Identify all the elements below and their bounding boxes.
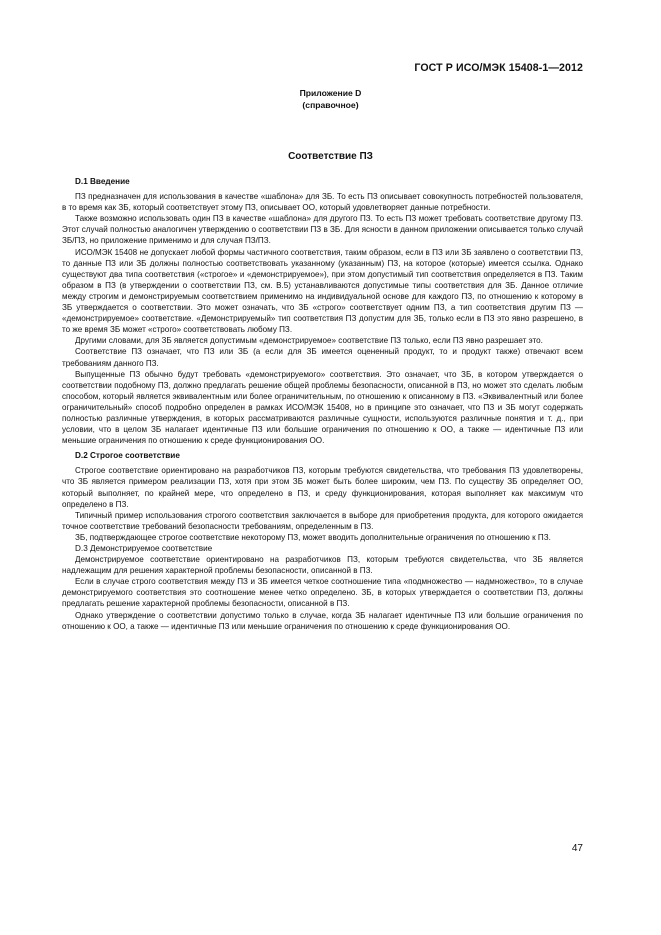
paragraph: ИСО/МЭК 15408 не допускает любой формы частичного соответствия, таким образом, если в ПЗ или ЗБ заявлено о соответствии ПЗ, то данные ПЗ или ЗБ должны полностью соответствовать указанному (указанным) ПЗ, на которое (которые) имеется ссылка. Однако существуют два типа соответствия («строгое» и «демонстрируемое»), при этом допустимый тип соответствия определяется в ПЗ. Таким образом в ПЗ (в утверждении о соответствии ПЗ, см. В.5) устанавливаются допустимые типы соответствия для ЗБ. Данное отличие между строгим и демонстрируемым соответствием применимо на индивидуальной основе для каждого ПЗ, по отношению к которому в ЗБ утверждается о соответствии. Это может означать, что ЗБ «строго» соответствует одним ПЗ, а тип соответствия другим ПЗ — «демонстрируемое» соответствие. «Демонстрируемый» тип соответствия ПЗ допустим для ЗБ, только если в ПЗ это явно разрешено, в то же время ЗБ может «строго» соответствовать любому ПЗ. bbox=[62, 247, 583, 335]
section-heading-d2: D.2 Строгое соответствие bbox=[75, 451, 180, 461]
paragraph: Типичный пример использования строгого соответствия заключается в выборе для приобретения продукта, для которого ожидается точное соответствие требований безопасности требованиям, определенным в ПЗ. bbox=[62, 510, 583, 531]
document-body bbox=[62, 176, 583, 632]
paragraph: ПЗ предназначен для использования в качестве «шаблона» для ЗБ. То есть ПЗ описывает совокупность потребностей пользователя, в то время как ЗБ, который соответствует этому ПЗ, описывает ОО, который удовлетворяет данные потребности. bbox=[62, 192, 583, 213]
section-heading-d1: D.1 Введение bbox=[75, 177, 130, 186]
annex-subtitle: (справочное) bbox=[302, 99, 359, 110]
annex-title: Приложение D bbox=[299, 88, 362, 98]
standard-header: ГОСТ Р ИСО/МЭК 15408-1—2012 bbox=[414, 62, 583, 74]
document-title: Соответствие ПЗ bbox=[288, 151, 373, 162]
section-heading-d3: D.3 Демонстрируемое соответствие bbox=[75, 544, 213, 553]
paragraph: Если в случае строго соответствия между ПЗ и ЗБ имеется четкое соотношение типа «подмножество — надмножество», то в случае демонстрируемого соответствия это соотношение менее четко определено. ЗБ, в которых утверждается о соответствии ПЗ, должны предлагать решение характерной проблемы безопасности, описанной в ПЗ. bbox=[62, 577, 583, 609]
paragraph: Однако утверждение о соответствии допустимо только в случае, когда ЗБ налагает идентичные ПЗ или большие ограничения по отношению к ОО, а также — идентичные ПЗ или меньшие ограничения по отношению к среде функционирования ОО. bbox=[62, 610, 583, 631]
paragraph: Соответствие ПЗ означает, что ПЗ или ЗБ (а если для ЗБ имеется оцененный продукт, то и продукт также) отвечают всем требованиям данного ПЗ. bbox=[62, 347, 583, 368]
paragraph: ЗБ, подтверждающее строгое соответствие некоторому ПЗ, может вводить дополнительные ограничения по отношению к ПЗ. bbox=[75, 532, 551, 542]
paragraph: Другими словами, для ЗБ является допустимым «демонстрируемое» соответствие ПЗ только, если ПЗ явно разрешает это. bbox=[75, 336, 543, 346]
paragraph: Строгое соответствие ориентировано на разработчиков ПЗ, которым требуются свидетельства, что требования ПЗ удовлетворены, что ЗБ является примером реализации ПЗ, хотя при этом ЗБ может быть более широким, чем ПЗ. По существу ЗБ определяет ОО, который выполняет, по крайней мере, что определено в ПЗ, и среду функционирования, которая выполняет как максимум что определено в ПЗ. bbox=[62, 466, 583, 509]
paragraph: Также возможно использовать один ПЗ в качестве «шаблона» для другого ПЗ. То есть ПЗ может требовать соответствие другому ПЗ. Этот случай полностью аналогичен утверждению о соответствии ПЗ в ЗБ. Для ясности в данном приложении описывается только случай ЗБ/ПЗ, но приложение применимо и для случая ПЗ/ПЗ. bbox=[62, 214, 583, 246]
paragraph: Демонстрируемое соответствие ориентировано на разработчиков ПЗ, которым требуются свидетельства, что ЗБ является надлежащим для решения характерной проблемы безопасности, описанной в ПЗ. bbox=[62, 555, 583, 576]
annex-heading bbox=[0, 88, 661, 111]
page-number: 47 bbox=[571, 843, 583, 854]
paragraph: Выпущенные ПЗ обычно будут требовать «демонстрируемого» соответствия. Это означает, что ЗБ, в котором утверждается о соответствии подобному ПЗ, должно предлагать решение общей проблемы безопасности, описанной в ПЗ, но может это сделать любым способом, который является эквивалентным или более ограничительным, по отношению к описанному в ПЗ. «Эквивалентный или более ограничительный» способ подробно определен в рамках ИСО/МЭК 15408, но в принципе это означает, что ПЗ и ЗБ могут содержать полностью различные утверждения, в которых рассматриваются различные сущности, используются различные понятия и т. д., при условии, что в целом ЗБ налагает идентичные ПЗ или большие ограничения по отношению к ОО, а также — идентичные ПЗ или меньшие ограничения по отношению к среде функционирования ОО. bbox=[62, 369, 583, 446]
